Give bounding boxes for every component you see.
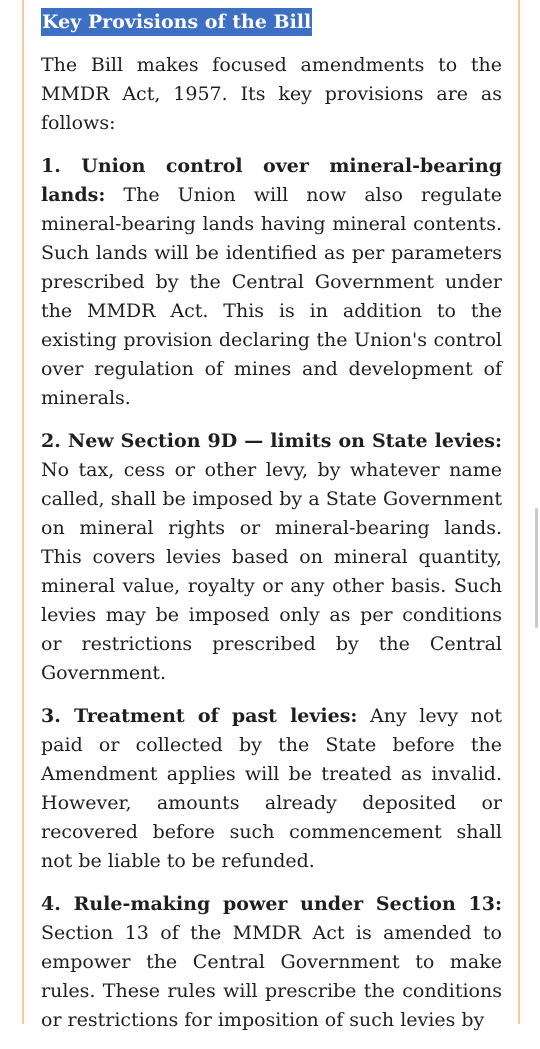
provision-3	[41, 702, 502, 876]
provision-2-text: No tax, cess or other levy, by whatever name called, shall be imposed by a State Government on mineral rights or mineral-bearing lands. This covers levies based on mineral quantity, mineral value, royalty or any other basis. Such levies may be imposed only as per conditions or restrictions prescribed by the Central Government.	[41, 459, 502, 684]
right-border-rule	[518, 0, 520, 1024]
provision-1	[41, 152, 502, 413]
article-body	[41, 8, 502, 1049]
provision-1-text: The Union will now also regulate mineral-bearing lands having mineral contents. Such lands will be identified as per parameters prescribed by the Central Government under the MMDR Act. This is in addition to the existing provision declaring the Union's control over regulation of mines and development of minerals.	[41, 184, 502, 409]
provision-2	[41, 427, 502, 688]
section-heading: Key Provisions of the Bill	[41, 8, 312, 36]
provision-3-text: Any levy not paid or collected by the State before the Amendment applies will be treated as invalid. However, amounts already deposited or recovered before such commencement shall not be liable to be refunded.	[41, 705, 502, 872]
provision-1-title: 1. Union control over mineral-bearing lands:	[41, 155, 502, 206]
provision-4	[41, 890, 502, 1035]
scrollbar[interactable]	[535, 508, 538, 628]
intro-paragraph: The Bill makes focused amendments to the MMDR Act, 1957. Its key provisions are as follows:	[41, 54, 502, 134]
left-border-rule	[22, 0, 24, 1024]
provision-3-title: 3. Treatment of past levies:	[41, 705, 358, 727]
provision-4-title: 4. Rule-making power under Section 13:	[41, 893, 502, 915]
provision-4-text: Section 13 of the MMDR Act is amended to empower the Central Government to make rules. These rules will prescribe the conditions or restrictions for imposition of such levies by	[41, 922, 502, 1031]
provision-2-title: 2. New Section 9D — limits on State levies:	[41, 430, 502, 452]
